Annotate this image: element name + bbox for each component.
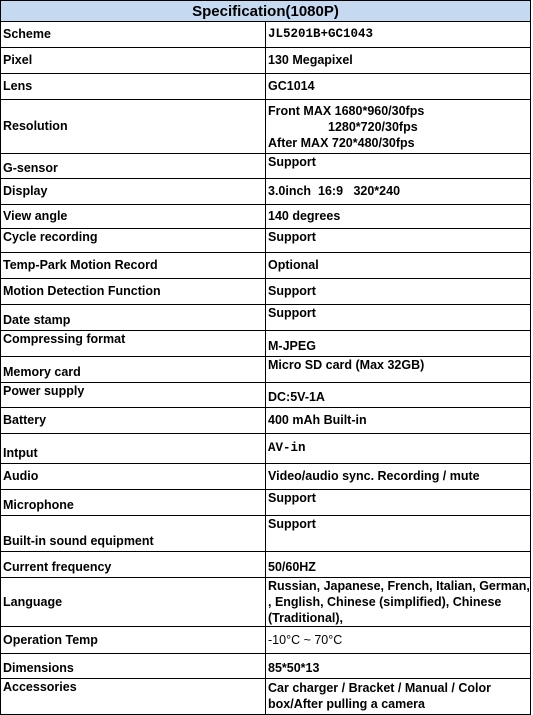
row-label: Date stamp — [1, 305, 266, 331]
table-row — [1, 305, 531, 331]
resolution-line: Front MAX 1680*960/30fps — [268, 103, 425, 118]
row-value: -10°C ~ 70°C — [266, 627, 531, 654]
title-row — [1, 1, 531, 22]
table-row — [1, 464, 531, 490]
row-value: Support — [266, 305, 531, 331]
row-label: Resolution — [1, 100, 266, 154]
table-row — [1, 253, 531, 279]
row-label: Current frequency — [1, 552, 266, 578]
table-row — [1, 552, 531, 578]
row-value: M-JPEG — [266, 331, 531, 357]
row-label: Dimensions — [1, 654, 266, 679]
row-value: Support — [266, 516, 531, 552]
table-row — [1, 490, 531, 516]
row-value: 130 Megapixel — [266, 48, 531, 74]
table-row — [1, 179, 531, 205]
table-row — [1, 516, 531, 552]
row-value: Car charger / Bracket / Manual / Color box/After pulling a camera — [266, 679, 531, 715]
row-value: 85*50*13 — [266, 654, 531, 679]
row-label: Pixel — [1, 48, 266, 74]
row-value: 400 mAh Built-in — [266, 408, 531, 434]
table-row — [1, 22, 531, 48]
row-label: G-sensor — [1, 154, 266, 179]
table-row — [1, 229, 531, 253]
row-label: Motion Detection Function — [1, 279, 266, 305]
row-label: Scheme — [1, 22, 266, 48]
row-label: Microphone — [1, 490, 266, 516]
table-row — [1, 331, 531, 357]
table-row — [1, 154, 531, 179]
row-value: Micro SD card (Max 32GB) — [266, 357, 531, 383]
row-label: Audio — [1, 464, 266, 490]
row-value: GC1014 — [266, 74, 531, 100]
table-row — [1, 408, 531, 434]
row-value: JL5201B+GC1043 — [266, 22, 531, 48]
row-value: 50/60HZ — [266, 552, 531, 578]
row-value: 3.0inch 16:9 320*240 — [266, 179, 531, 205]
resolution-line: 1280*720/30fps — [328, 119, 418, 134]
row-label: Language — [1, 578, 266, 627]
table-row — [1, 434, 531, 464]
row-label: View angle — [1, 205, 266, 229]
row-label: Compressing format — [1, 331, 266, 357]
row-label: Battery — [1, 408, 266, 434]
row-value: Optional — [266, 253, 531, 279]
table-row — [1, 578, 531, 627]
row-label: Built-in sound equipment — [1, 516, 266, 552]
row-value: DC:5V-1A — [266, 383, 531, 408]
table-title: Specification(1080P) — [1, 1, 531, 22]
row-label: Accessories — [1, 679, 266, 715]
row-value: Support — [266, 229, 531, 253]
row-label: Intput — [1, 434, 266, 464]
row-label: Lens — [1, 74, 266, 100]
row-label: Power supply — [1, 383, 266, 408]
table-row — [1, 357, 531, 383]
row-value: AV-in — [266, 434, 531, 464]
table-row — [1, 627, 531, 654]
table-row — [1, 654, 531, 679]
row-label: Cycle recording — [1, 229, 266, 253]
row-label: Display — [1, 179, 266, 205]
table-row — [1, 679, 531, 715]
table-row — [1, 74, 531, 100]
row-value: Video/audio sync. Recording / mute — [266, 464, 531, 490]
row-value — [266, 100, 531, 154]
table-row — [1, 205, 531, 229]
table-row — [1, 48, 531, 74]
row-value: Support — [266, 154, 531, 179]
resolution-line: After MAX 720*480/30fps — [268, 135, 415, 150]
row-label: Memory card — [1, 357, 266, 383]
table-row — [1, 100, 531, 154]
row-value: 140 degrees — [266, 205, 531, 229]
row-label: Operation Temp — [1, 627, 266, 654]
row-value: Russian, Japanese, French, Italian, German, , English, Chinese (simplified), Chinese (Traditional), — [266, 578, 531, 627]
table-row — [1, 383, 531, 408]
row-label: Temp-Park Motion Record — [1, 253, 266, 279]
row-value: Support — [266, 279, 531, 305]
row-value: Support — [266, 490, 531, 516]
table-row — [1, 279, 531, 305]
